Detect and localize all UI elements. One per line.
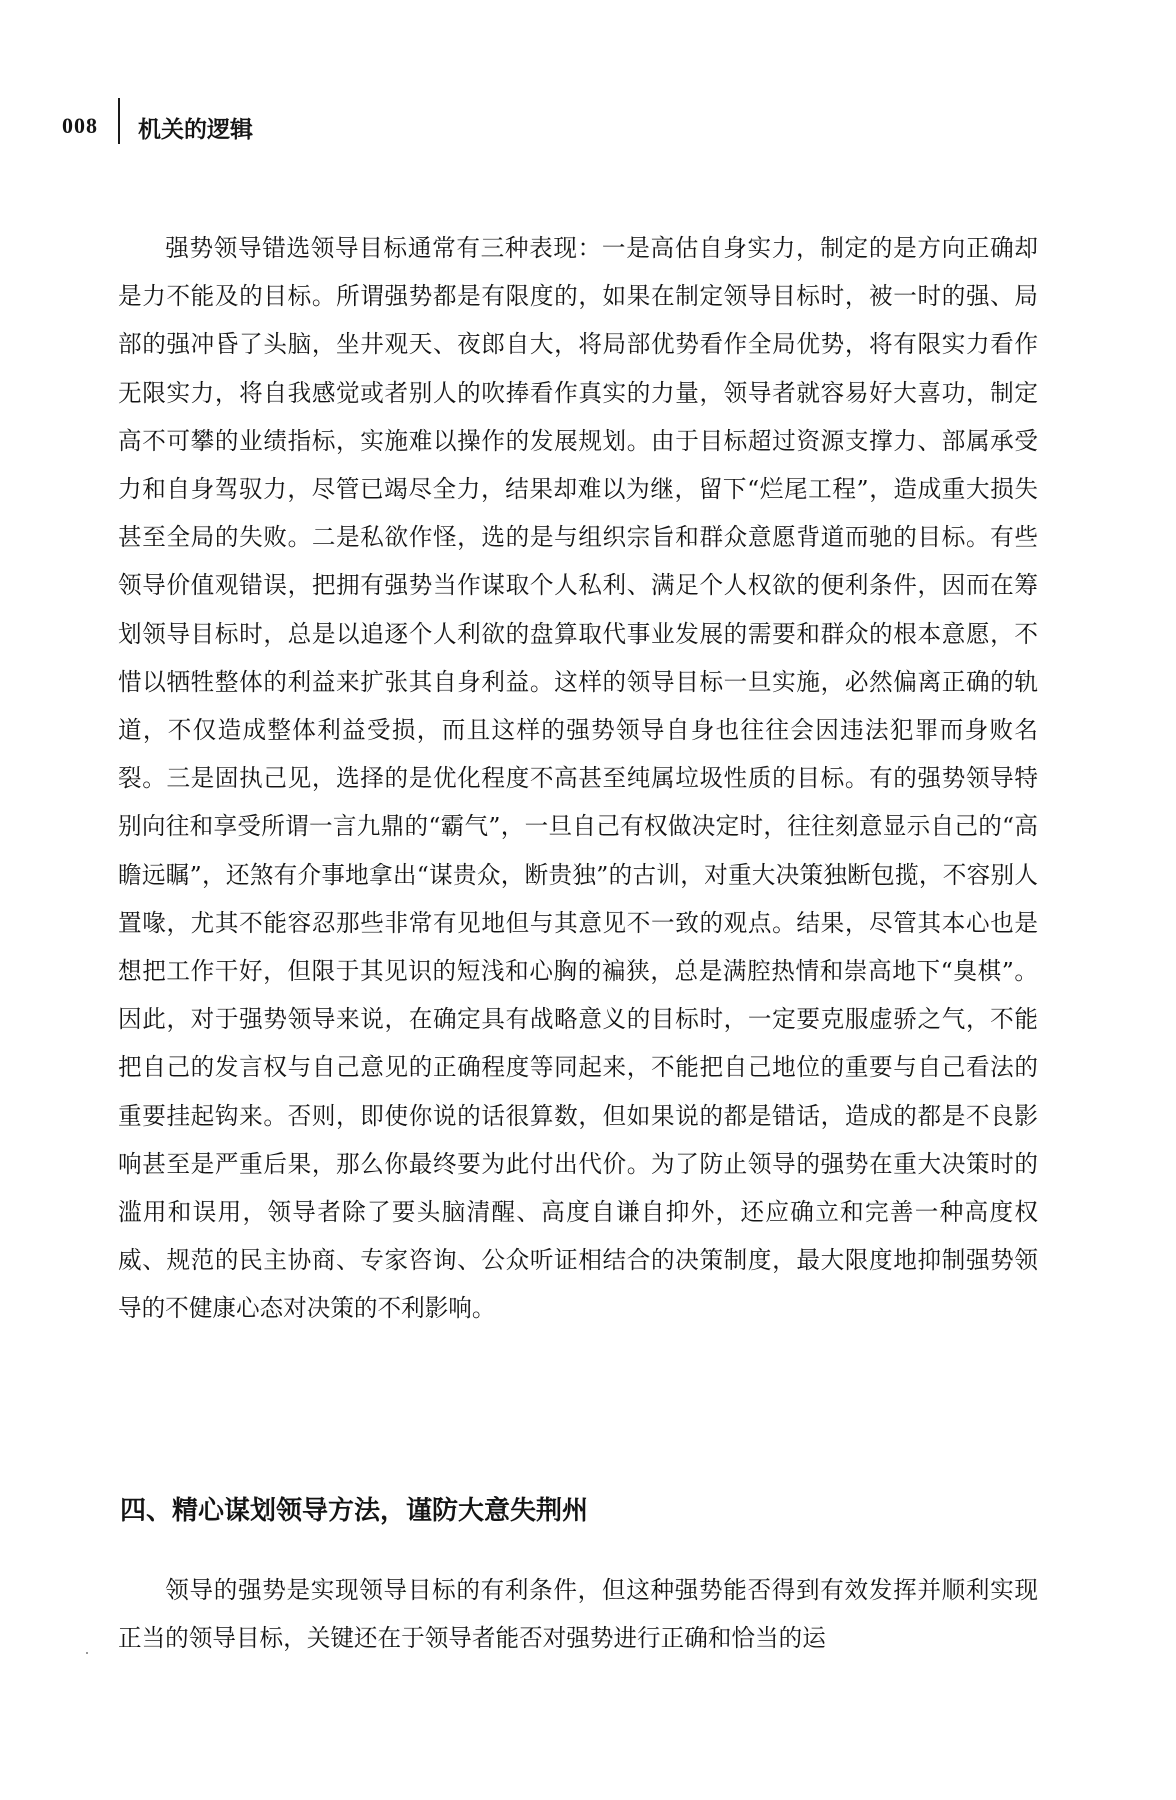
paragraph-1: 强势领导错选领导目标通常有三种表现：一是高估自身实力，制定的是方向正确却是力不能及的目标。所谓强势都是有限度的，如果在制定领导目标时，被一时的强、局部的强冲昏了头脑，坐井观天、夜郎自大，将局部优势看作全局优势，将有限实力看作无限实力，将自我感觉或者别人的吹捧看作真实的力量，领导者就容易好大喜功，制定高不可攀的业绩指标，实施难以操作的发展规划。由于目标超过资源支撑力、部属承受力和自身驾驭力，尽管已竭尽全力，结果却难以为继，留下“烂尾工程”，造成重大损失甚至全局的失败。二是私欲作怪，选的是与组织宗旨和群众意愿背道而驰的目标。有些领导价值观错误，把拥有强势当作谋取个人私利、满足个人权欲的便利条件，因而在筹划领导目标时，总是以追逐个人利欲的盘算取代事业发展的需要和群众的根本意愿，不惜以牺牲整体的利益来扩张其自身利益。这样的领导目标一旦实施，必然偏离正确的轨道，不仅造成整体利益受损，而且这样的强势领导自身也往往会因违法犯罪而身败名裂。三是固执己见，选择的是优化程度不高甚至纯属垃圾性质的目标。有的强势领导特别向往和享受所谓一言九鼎的“霸气”，一旦自己有权做决定时，往往刻意显示自己的“高瞻远瞩”，还煞有介事地拿出“谋贵众，断贵独”的古训，对重大决策独断包揽，不容别人置喙，尤其不能容忍那些非常有见地但与其意见不一致的观点。结果，尽管其本心也是想把工作干好，但限于其见识的短浅和心胸的褊狭，总是满腔热情和崇高地下“臭棋”。因此，对于强势领导来说，在确定具有战略意义的目标时，一定要克服虚骄之气，不能把自己的发言权与自己意见的正确程度等同起来，不能把自己地位的重要与自己看法的重要挂起钩来。否则，即使你说的话很算数，但如果说的都是错话，造成的都是不良影响甚至是严重后果，那么你最终要为此付出代价。为了防止领导的强势在重大决策时的滥用和误用，领导者除了要头脑清醒、高度自谦自抑外，还应确立和完善一种高度权威、规范的民主协商、专家咨询、公众听证相结合的决策制度，最大限度地抑制强势领导的不健康心态对决策的不利影响。	[118, 234, 1038, 1323]
page-number: 008	[62, 113, 98, 138]
body-text-block	[118, 224, 1038, 1333]
book-title: 机关的逻辑	[138, 117, 253, 143]
header-divider	[118, 98, 120, 144]
section-heading: 四、精心谋划领导方法，谨防大意失荆州	[120, 1496, 589, 1526]
body-text-block-2	[118, 1566, 1038, 1662]
paragraph-2: 领导的强势是实现领导目标的有利条件，但这种强势能否得到有效发挥并顺利实现正当的领导目标，关键还在于领导者能否对强势进行正确和恰当的运	[118, 1576, 1038, 1653]
scan-speck	[86, 1652, 88, 1654]
